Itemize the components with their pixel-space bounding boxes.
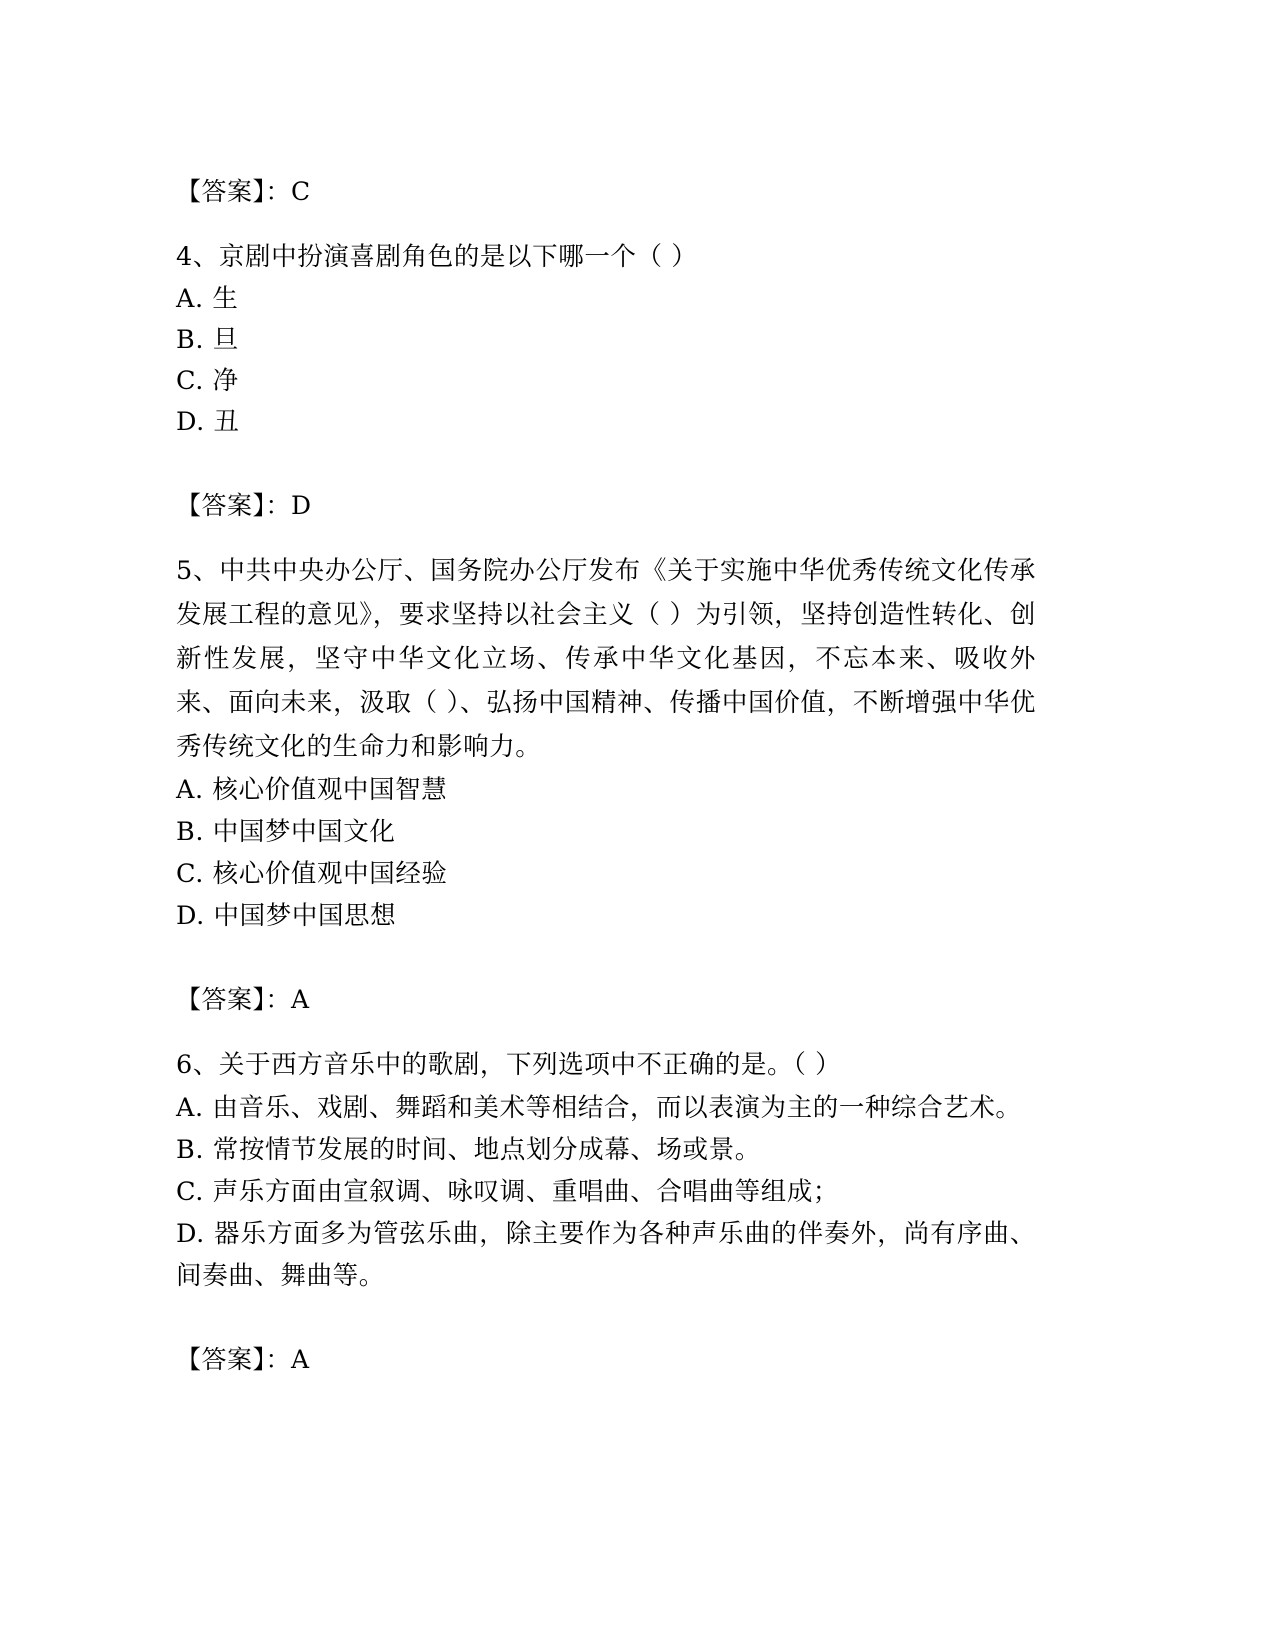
question-4-stem: 4、京剧中扮演喜剧角色的是以下哪一个（ ）	[176, 242, 698, 272]
spacer	[176, 523, 1036, 549]
answer-q3	[176, 175, 1036, 209]
answer-label: 【答案】：	[176, 985, 292, 1014]
spacer	[176, 1297, 1036, 1343]
question-6-option-d: D. 器乐方面多为管弦乐曲，除主要作为各种声乐曲的伴奏外，尚有序曲、间奏曲、舞曲等。	[176, 1219, 1036, 1291]
answer-value: D	[291, 491, 312, 520]
question-6-option-a: A. 由音乐、戏剧、舞蹈和美术等相结合，而以表演为主的一种综合艺术。	[176, 1093, 1022, 1123]
answer-q6	[176, 1343, 1036, 1377]
question-5-option-a: A. 核心价值观中国智慧	[176, 775, 448, 805]
question-5-option-c: C. 核心价值观中国经验	[176, 859, 448, 889]
document-body	[176, 175, 1036, 1377]
spacer	[176, 937, 1036, 983]
question-4-option-d: D. 丑	[176, 407, 240, 437]
answer-value: A	[291, 985, 310, 1014]
answer-label: 【答案】：	[176, 1345, 292, 1374]
spacer	[176, 443, 1036, 489]
question-4-option-a: A. 生	[176, 284, 239, 314]
answer-q4	[176, 489, 1036, 523]
question-5-option-d: D. 中国梦中国思想	[176, 901, 397, 931]
question-6	[176, 1043, 1036, 1297]
question-4	[176, 235, 1036, 443]
question-6-stem: 6、关于西方音乐中的歌剧，下列选项中不正确的是。（ ）	[176, 1050, 842, 1080]
answer-q5	[176, 983, 1036, 1017]
question-5-stem: 5、中共中央办公厅、国务院办公厅发布《关于实施中华优秀传统文化传承发展工程的意见》，要求坚持以社会主义（ ）为引领，坚持创造性转化、创新性发展，坚守中华文化立场、传承中华文化基因，不忘本来、吸收外来、面向未来，汲取（ ）、弘扬中国精神、传播中国价值，不断增强中华优秀传统文化的生命力和影响力。	[176, 556, 1036, 762]
answer-value: A	[291, 1345, 310, 1374]
question-6-option-b: B. 常按情节发展的时间、地点划分成幕、场或景。	[176, 1135, 761, 1165]
answer-label: 【答案】：	[176, 177, 292, 206]
spacer	[176, 209, 1036, 235]
answer-label: 【答案】：	[176, 491, 292, 520]
question-5-option-b: B. 中国梦中国文化	[176, 817, 396, 847]
question-5	[176, 549, 1036, 937]
spacer	[176, 1017, 1036, 1043]
question-4-option-b: B. 旦	[176, 325, 239, 355]
question-4-option-c: C. 净	[176, 366, 239, 396]
answer-value: C	[291, 177, 311, 206]
question-6-option-c: C. 声乐方面由宣叙调、咏叹调、重唱曲、合唱曲等组成；	[176, 1177, 840, 1207]
